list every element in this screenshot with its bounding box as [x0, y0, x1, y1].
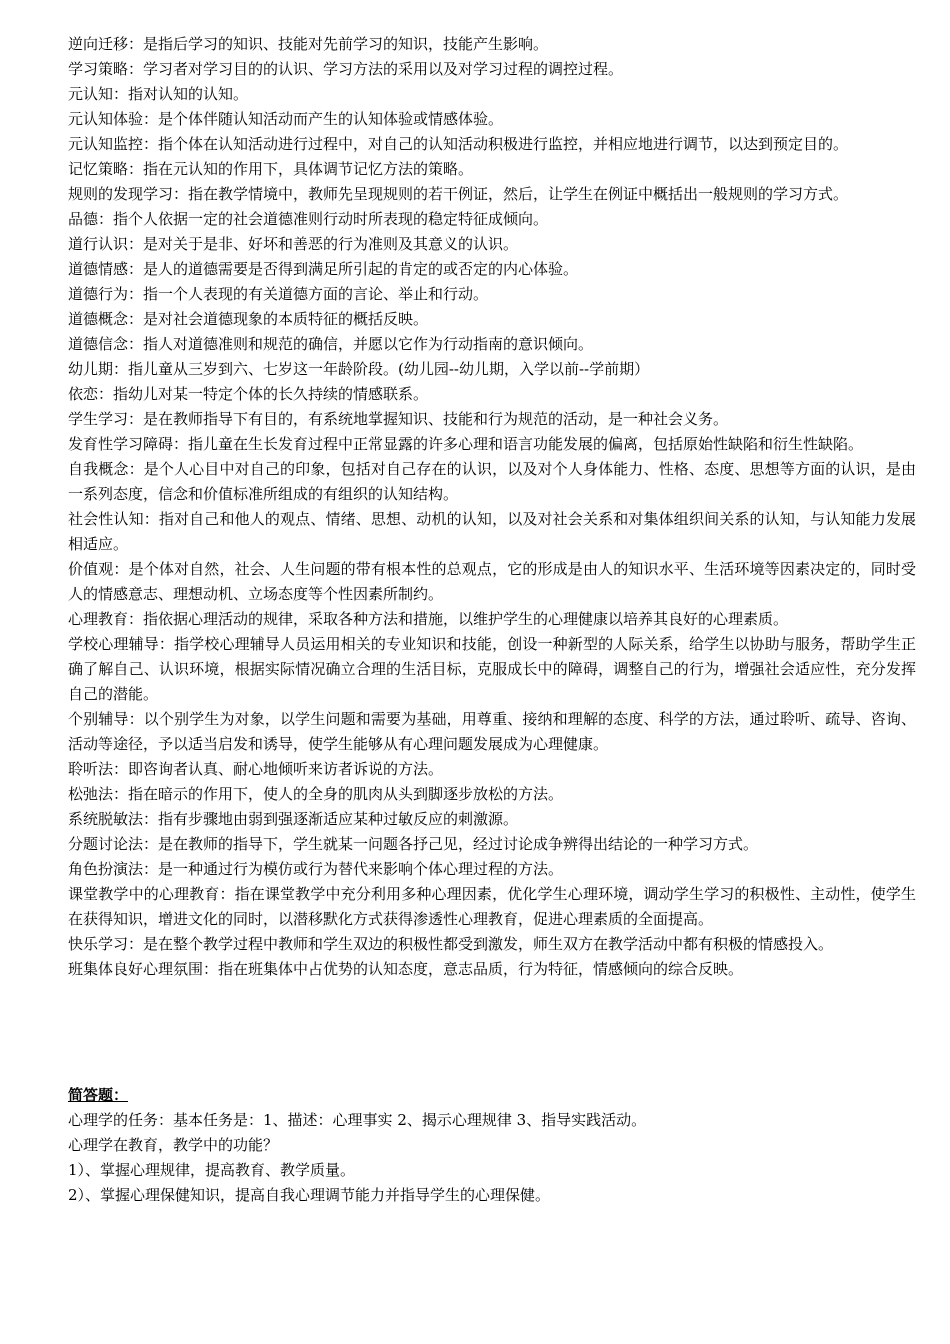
definition-moral-emotion: 道德情感：是人的道德需要是否得到满足所引起的肯定的或否定的内心体验。	[68, 260, 579, 278]
short-answer-line: 心理学在教育，教学中的功能？	[68, 1136, 279, 1154]
definition-attachment: 依恋：指幼儿对某一特定个体的长久持续的情感联系。	[68, 385, 429, 403]
definition-moral-behavior: 道德行为：指一个人表现的有关道德方面的言论、举止和行动。	[68, 285, 489, 303]
definition-moral-character: 品德：指个人依据一定的社会道德准则行动时所表现的稳定特征成倾向。	[68, 210, 549, 228]
definition-role-play: 角色扮演法：是一种通过行为模仿或行为替代来影响个体心理过程的方法。	[68, 860, 564, 878]
definition-class-climate: 班集体良好心理氛围：指在班集体中占优势的认知态度，意志品质，行为特征，情感倾向的综合反映。	[68, 960, 744, 978]
definition-learning-strategy: 学习策略：学习者对学习目的的认识、学习方法的采用以及对学习过程的调控过程。	[68, 60, 624, 78]
definition-happy-learning: 快乐学习：是在整个教学过程中教师和学生双边的积极性都受到激发，师生双方在教学活动中都有积极的情感投入。	[68, 935, 834, 953]
short-answer-section	[68, 1083, 916, 1208]
definition-metacognitive-experience: 元认知体验：是个体伴随认知活动而产生的认知体验或情感体验。	[68, 110, 504, 128]
definition-student-learning: 学生学习：是在教师指导下有目的，有系统地掌握知识、技能和行为规范的活动，是一种社会义务。	[68, 410, 729, 428]
definition-group-discussion: 分题讨论法：是在教师的指导下，学生就某一问题各抒己见，经过讨论成争辨得出结论的一种学习方式。	[68, 835, 759, 853]
definition-rule-discovery-learning: 规则的发现学习：指在教学情境中，教师先呈现规则的若干例证，然后，让学生在例证中概括出一般规则的学习方式。	[68, 185, 849, 203]
definition-early-childhood: 幼儿期：指儿童从三岁到六、七岁这一年龄阶段。(幼儿园--幼儿期，入学以前--学前期）	[68, 360, 650, 378]
section-gap	[68, 982, 916, 1083]
definition-relaxation-method: 松弛法：指在暗示的作用下，使人的全身的肌肉从头到脚逐步放松的方法。	[68, 785, 564, 803]
definition-individual-counseling: 个别辅导：以个别学生为对象，以学生问题和需要为基础，用尊重、接纳和理解的态度、科学的方法，通过聆听、疏导、咨询、活动等途径，予以适当启发和诱导，使学生能够从有心理问题发展成为心理健康。	[68, 710, 916, 753]
definition-listening-method: 聆听法：即咨询者认真、耐心地倾听来访者诉说的方法。	[68, 760, 444, 778]
definition-psychological-education: 心理教育：指依据心理活动的规律，采取各种方法和措施，以维护学生的心理健康以培养其良好的心理素质。	[68, 610, 789, 628]
definition-metacognitive-monitoring: 元认知监控：指个体在认知活动进行过程中，对自己的认知活动积极进行监控，并相应地进行调节，以达到预定目的。	[68, 135, 849, 153]
definition-moral-belief: 道德信念：指人对道德准则和规范的确信，并愿以它作为行动指南的意识倾向。	[68, 335, 594, 353]
document-page	[68, 32, 916, 1208]
definition-social-cognition: 社会性认知：指对自己和他人的观点、情绪、思想、动机的认知，以及对社会关系和对集体组织间关系的认知，与认知能力发展相适应。	[68, 510, 916, 553]
definition-values: 价值观：是个体对自然，社会、人生问题的带有根本性的总观点，它的形成是由人的知识水平、生活环境等因素决定的，同时受人的情感意志、理想动机、立场态度等个性因素所制约。	[68, 560, 916, 603]
short-answer-line: 心理学的任务：基本任务是：1、描述：心理事实 2、揭示心理规律 3、指导实践活动。	[68, 1111, 647, 1129]
short-answer-line: 2）、掌握心理保健知识，提高自我心理调节能力并指导学生的心理保健。	[68, 1186, 551, 1204]
short-answer-heading: 简答题：	[68, 1086, 129, 1104]
definition-moral-concept: 道德概念：是对社会道德现象的本质特征的概括反映。	[68, 310, 429, 328]
short-answer-line: 1）、掌握心理规律，提高教育、教学质量。	[68, 1161, 356, 1179]
definition-self-concept: 自我概念：是个人心目中对自己的印象，包括对自己存在的认识，以及对个人身体能力、性格、态度、思想等方面的认识，是由一系列态度，信念和价值标准所组成的有组织的认知结构。	[68, 460, 916, 503]
definition-systematic-desensitization: 系统脱敏法：指有步骤地由弱到强逐渐适应某种过敏反应的刺激源。	[68, 810, 519, 828]
definition-memory-strategy: 记忆策略：指在元认知的作用下，具体调节记忆方法的策略。	[68, 160, 474, 178]
definition-reverse-transfer: 逆向迁移：是指后学习的知识、技能对先前学习的知识，技能产生影响。	[68, 35, 549, 53]
definition-classroom-psych-education: 课堂教学中的心理教育：指在课堂教学中充分利用多种心理因素，优化学生心理环境，调动学生学习的积极性、主动性，使学生在获得知识，增进文化的同时，以潜移默化方式获得渗透性心理教育，促进心理素质的全面提高。	[68, 885, 916, 928]
definition-metacognition: 元认知：指对认知的认知。	[68, 85, 249, 103]
definition-school-counseling: 学校心理辅导：指学校心理辅导人员运用相关的专业知识和技能，创设一种新型的人际关系，给学生以协助与服务，帮助学生正确了解自己、认识环境，根据实际情况确立合理的生活目标，克服成长中的障碍，调整自己的行为，增强社会适应性，充分发挥自己的潜能。	[68, 635, 916, 703]
definition-developmental-learning-disability: 发育性学习障碍：指儿童在生长发育过程中正常显露的许多心理和语言功能发展的偏离，包括原始性缺陷和衍生性缺陷。	[68, 435, 864, 453]
definition-moral-cognition: 道行认识：是对关于是非、好坏和善恶的行为准则及其意义的认识。	[68, 235, 519, 253]
definitions-list	[68, 32, 916, 982]
